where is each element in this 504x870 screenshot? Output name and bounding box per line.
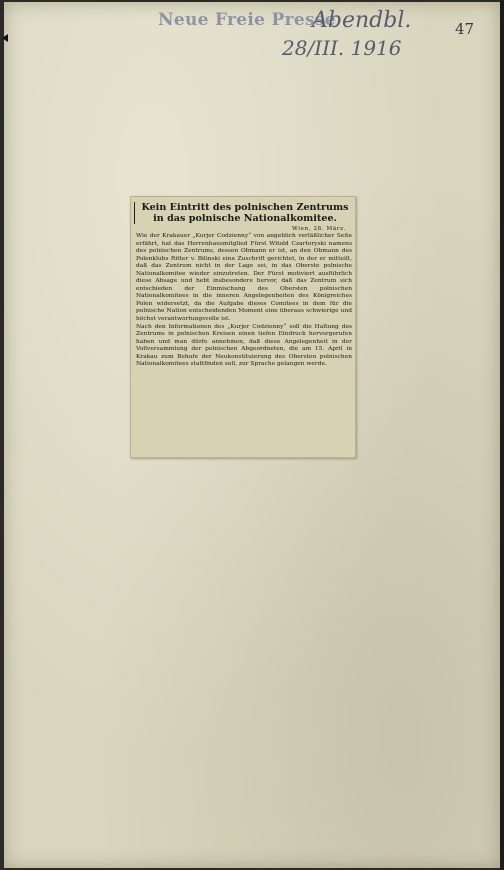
handwritten-date: 28/III. 1916	[282, 36, 402, 60]
page-number: 47	[455, 20, 475, 38]
article-headline: Kein Eintritt des polnischen Zentrums in das polnische Nationalkomitee.	[141, 202, 349, 224]
scan-border	[500, 0, 504, 870]
clipping-column-rule	[134, 202, 135, 224]
newspaper-stamp: Neue Freie Presse	[158, 10, 336, 30]
article-paragraph: Nach den Informationen des „Kurjer Codzienny“ soll die Haltung des Zentrums in polnischen Kreisen einen tiefen Eindruck hervorgerufen haben und man dürfe annehmen, daß diese Angelegenheit in der Vollversammlung der polnischen Abgeordneten, die am 15. April in Krakau zum Behufe der Neukonstituierung des Obersten polnischen Nationalkomitees stattfinden soll, zur Sprache gelangen werde.	[136, 323, 352, 367]
newspaper-clipping	[130, 196, 356, 458]
article-paragraph: Wie der Krakauer „Kurjer Codzienny“ von angeblich verläßlicher Seite erfährt, hat das Herrenhausmitglied Fürst Witold Czartoryski namens des polnischen Zentrums, dessen Obmann er ist, an den Obmann des Polenklubs Ritter v. Bilinski eine Zuschrift gerichtet, in der er mitteilt, daß das Zentrum nicht in der Lage sei, in das Oberste polnische Nationalkomitee wieder einzutreten. Der Fürst motiviert ausführlich diese Absage und hebt insbesondere hervor, daß das Zentrum sich entschieden der Einmischung des Obersten polnischen Nationalkomitees in die inneren Angelegenheiten des Königreiches Polen widersetzt, da die Aufgabe dieses Comitees in dem für die polnische Nation entscheidenden Moment eine überaus schwierige und höchst verantwortungsvolle ist.	[136, 233, 352, 322]
handwritten-source: Abendbl.	[312, 8, 412, 33]
article-dateline: Wien, 28. März.	[291, 226, 346, 232]
corner-marker	[2, 34, 8, 42]
